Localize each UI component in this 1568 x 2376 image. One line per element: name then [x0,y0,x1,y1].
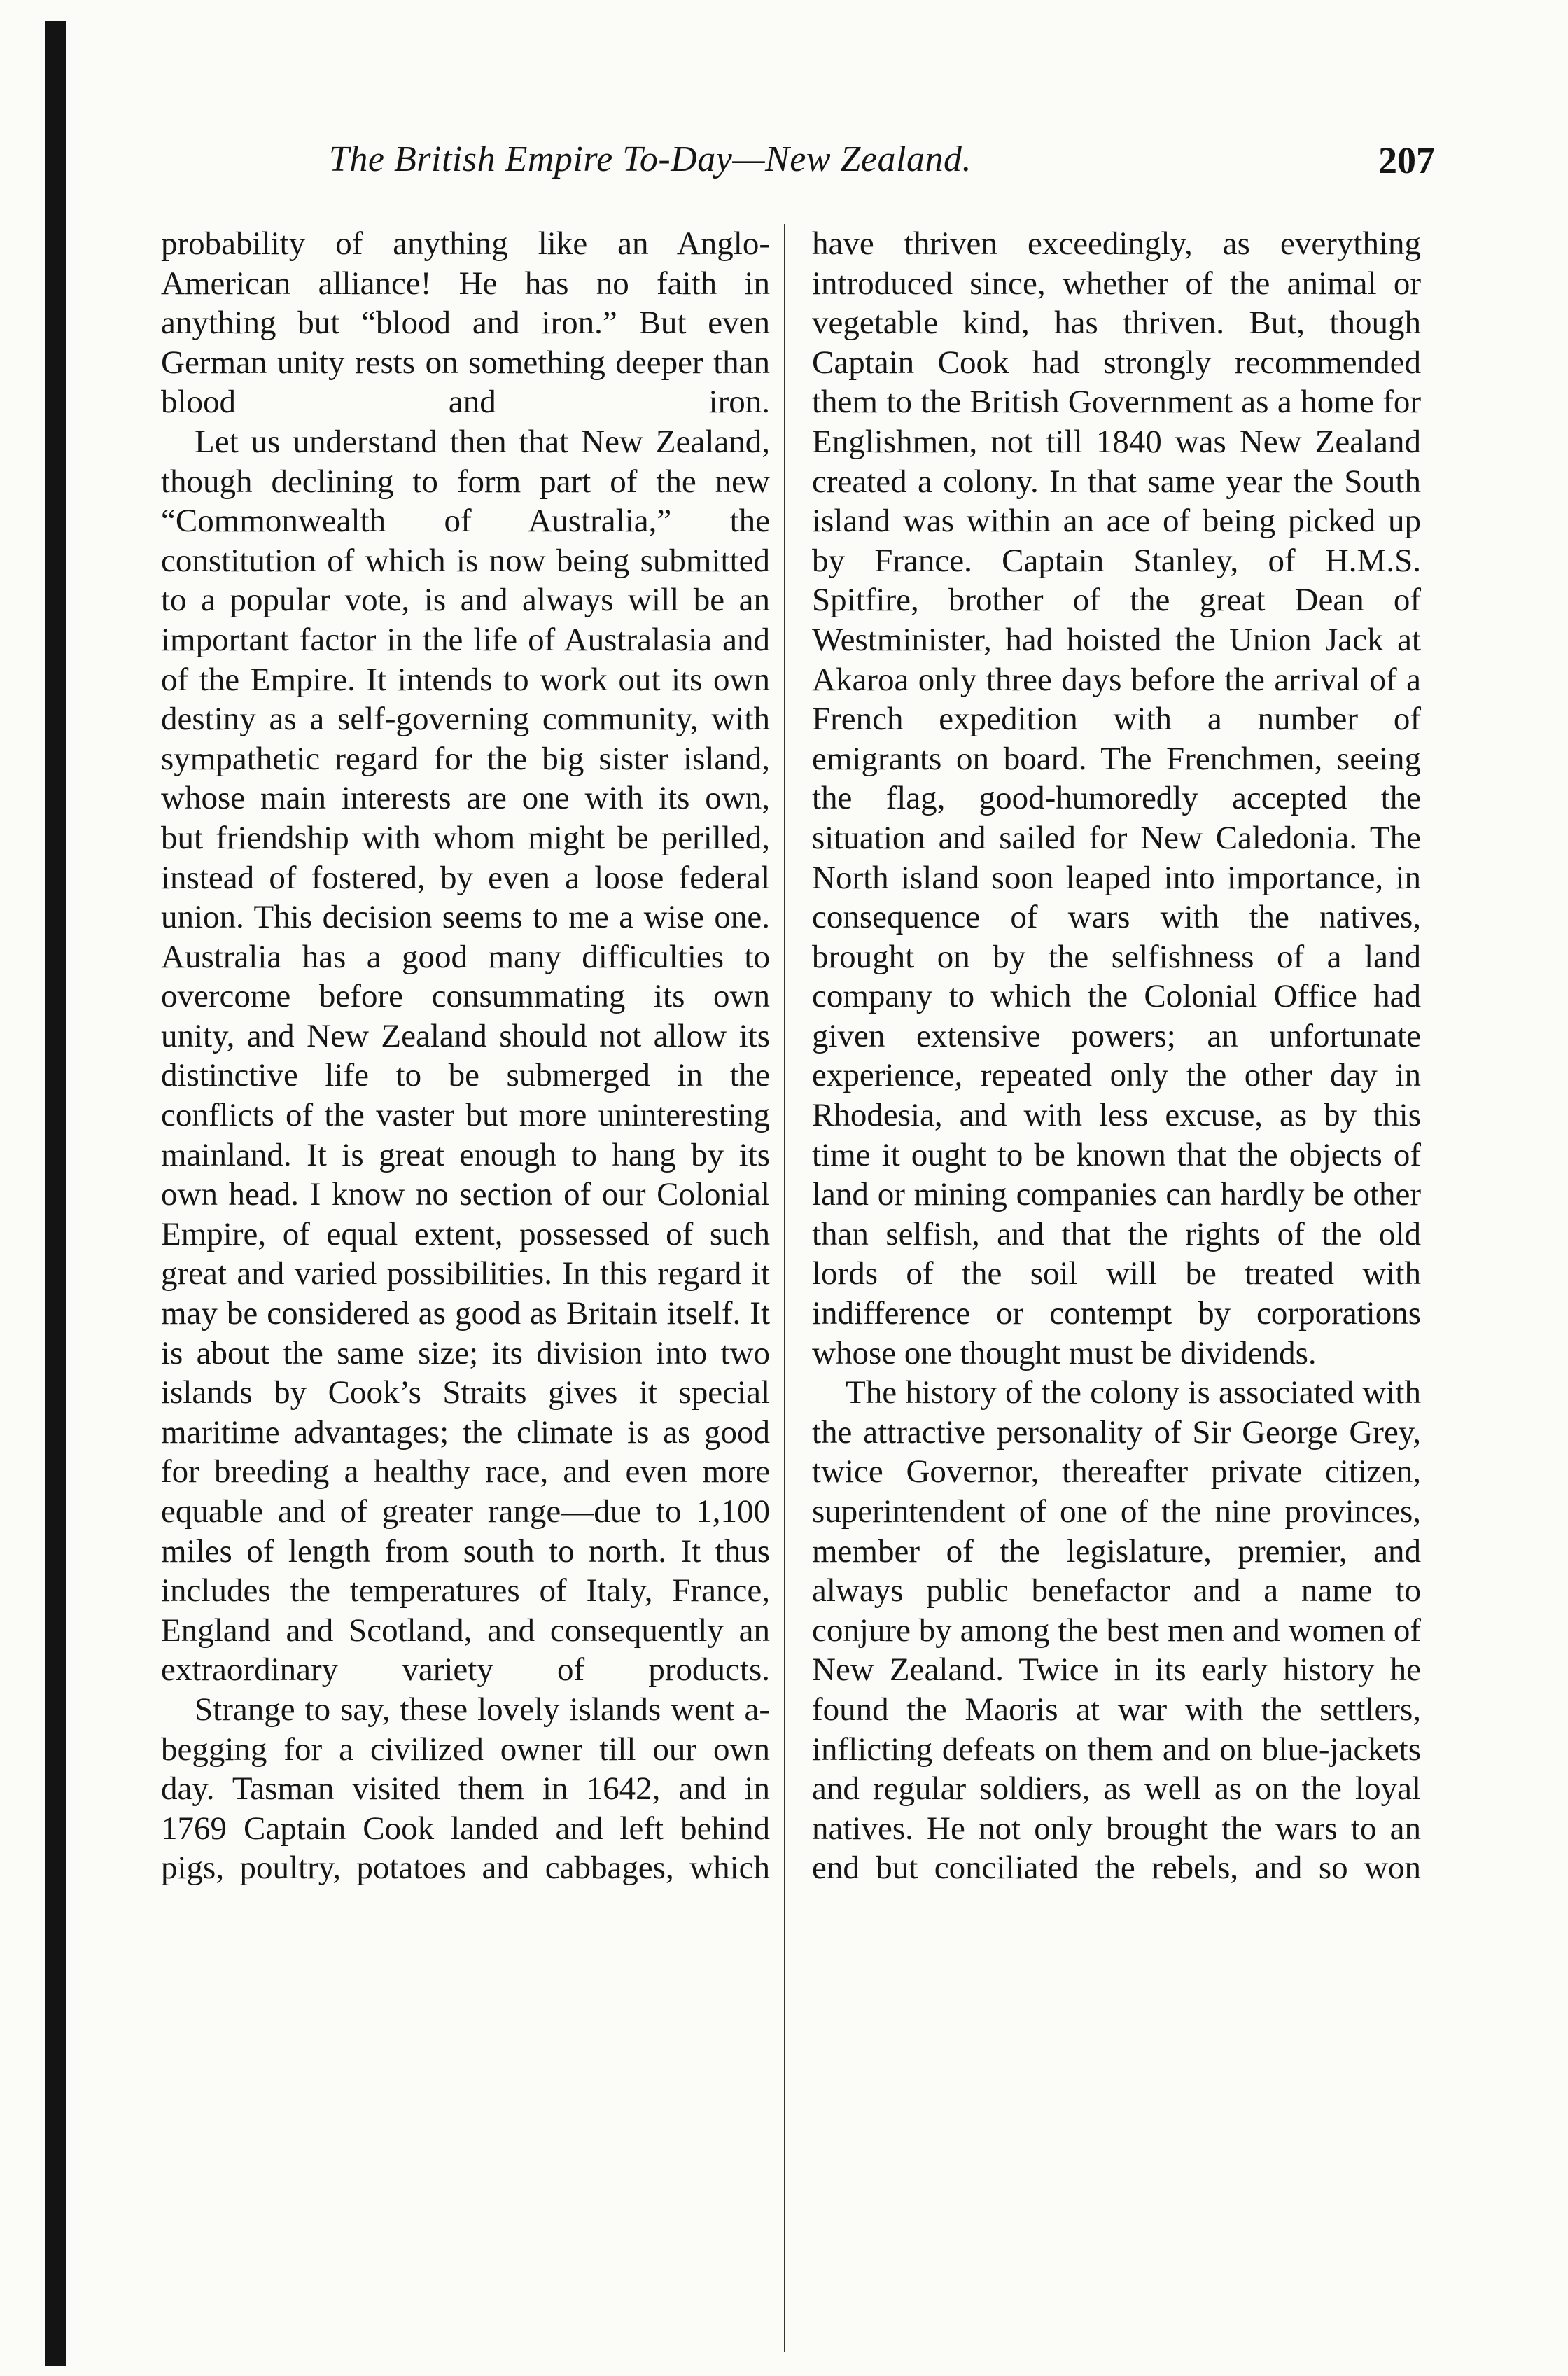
paragraph: Strange to say, these lovely islands went a-begging for a civilized owner till our own day. Tasman visited them in 1642, and in 1769 Captain Cook landed and left behind pigs, poultry, potatoes and cabbages, which [161,1691,770,1887]
column-divider [784,224,785,2352]
paragraph: have thriven exceedingly, as everything introduced since, whether of the animal or vegetable kind, has thriven. But, though Captain Cook had strongly recommended them to the British Government as a home for Englishmen, not till 1840 was New Zealand created a colony. In that same year the South island was within an ace of being picked up by France. Captain Stanley, of H.M.S. Spitfire, brother of the great Dean of Westminister, had hoisted the Union Jack at Akaroa only three days before the arrival of a French expedition with a number of emigrants on board. The Frenchmen, seeing the flag, good-humoredly accepted the situation and sailed for New Caledonia. The North island soon leaped into importance, in consequence of wars with the natives, brought on by the selfishness of a land company to which the Colonial Office had given extensive powers; an unfortunate experience, repeated only the other day in Rhodesia, and with less excuse, as by this time it ought to be known that the objects of land or mining companies can hardly be other than selfish, and that the rights of the old lords of the soil will be treated with indifference or contempt by corporations whose one thought must be dividends. [812,225,1421,1371]
page-header [329,133,1435,196]
paragraph: Let us understand then that New Zealand, though declining to form part of the new “Commonwealth of Australia,” the constitution of which is now being submitted to a popular vote, is and always will be an important factor in the life of Australasia and of the Empire. It intends to work out its own destiny as a self-governing community, with sympathetic regard for the big sister island, whose main interests are one with its own, but friendship with whom might be perilled, instead of fostered, by even a loose federal union. This decision seems to me a wise one. Australia has a good many difficulties to overcome before consummating its own unity, and New Zealand should not allow its distinctive life to be submerged in the conflicts of the vaster but more uninteresting mainland. It is great enough to hang by its own head. I know no section of our Colonial Empire, of equal extent, possessed of such great and varied possibilities. In this regard it may be considered as good as Britain itself. It is about the same size; its division into two islands by Cook’s Straits gives it special maritime advantages; the climate is as good for breeding a healthy race, and even more equable and of greater range—due to 1,100 miles of length from south to north. It thus includes the temperatures of Italy, France, England and Scotland, and consequently an extraordinary variety of products. [161,423,770,1689]
right-column [812,224,1421,1888]
paragraph: The history of the colony is associated with the attractive personality of Sir George Grey, twice Governor, thereafter private citizen, superintendent of one of the nine provinces, member of the legislature, premier, and always public benefactor and a name to conjure by among the best men and women of New Zealand. Twice in its early history he found the Maoris at war with the settlers, inflicting defeats on them and on blue-jackets and regular soldiers, as well as on the loyal natives. He not only brought the wars to an end but conciliated the rebels, and so won [812,1374,1421,1887]
left-column [161,224,770,1888]
page-number: 207 [1378,139,1435,181]
running-title: The British Empire To-Day—New Zealand. [329,139,972,179]
scan-binding-edge [45,21,66,2366]
paragraph: probability of anything like an Anglo-American alliance! He has no faith in anything but “blood and iron.” But even German unity rests on something deeper than blood and iron. [161,225,770,421]
